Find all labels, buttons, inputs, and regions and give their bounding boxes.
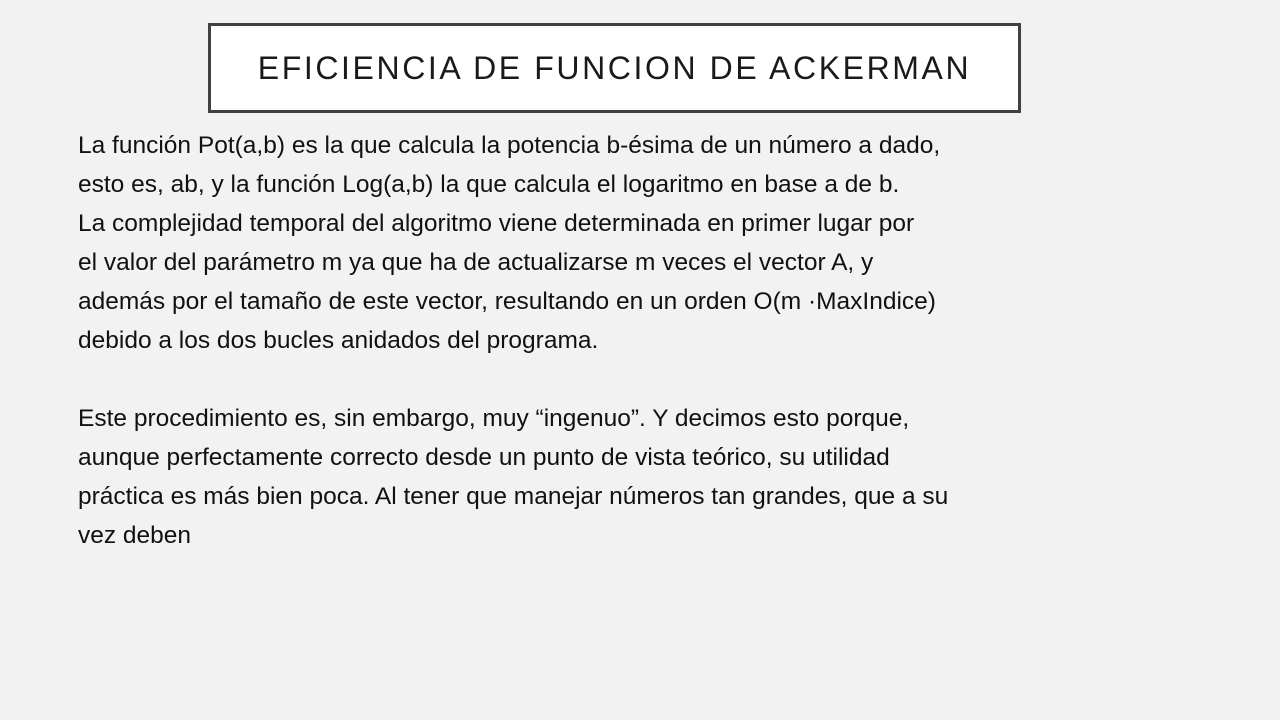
title-box — [208, 23, 1021, 113]
paragraph-1-line-6: debido a los dos bucles anidados del programa. — [78, 327, 599, 354]
paragraph-2-line-4: vez deben — [78, 522, 192, 549]
body-text — [78, 126, 1118, 555]
paragraph-1-line-1: La función Pot(a,b) es la que calcula la potencia b-ésima de un número a dado, — [78, 132, 941, 159]
paragraph-1-line-5: además por el tamaño de este vector, resultando en un orden O(m ·MaxIndice) — [78, 288, 936, 315]
paragraph-gap — [78, 360, 1118, 399]
paragraph-2-line-1: Este procedimiento es, sin embargo, muy “ingenuo”. Y decimos esto porque, — [78, 405, 910, 432]
paragraph-1-line-4: el valor del parámetro m ya que ha de actualizarse m veces el vector A, y — [78, 249, 874, 276]
paragraph-1-line-2: esto es, ab, y la función Log(a,b) la que calcula el logaritmo en base a de b. — [78, 171, 900, 198]
paragraph-2-line-3: práctica es más bien poca. Al tener que manejar números tan grandes, que a su — [78, 483, 949, 510]
slide-title: EFICIENCIA DE FUNCION DE ACKERMAN — [257, 49, 972, 86]
paragraph-2-line-2: aunque perfectamente correcto desde un punto de vista teórico, su utilidad — [78, 444, 890, 471]
paragraph-1-line-3: La complejidad temporal del algoritmo viene determinada en primer lugar por — [78, 210, 915, 237]
